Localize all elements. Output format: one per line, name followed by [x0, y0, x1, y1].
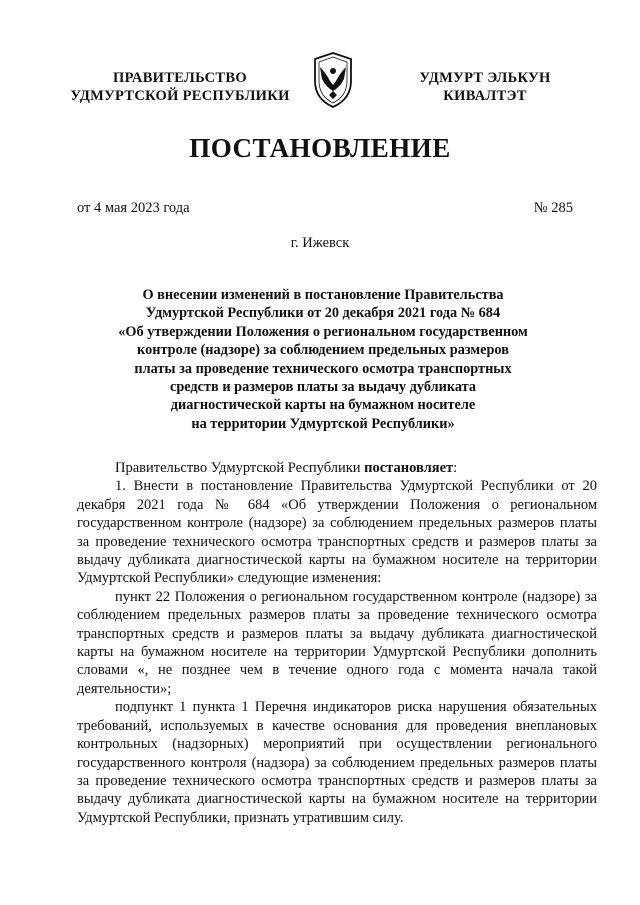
document-date: от 4 мая 2023 года [77, 200, 190, 216]
issuer-line-1: ПРАВИТЕЛЬСТВО [113, 70, 247, 86]
intro-paragraph [77, 459, 597, 477]
subject-line: платы за проведение технического осмотра транспортных [134, 360, 512, 377]
subject-line: «Об утверждении Положения о региональном государственном [118, 323, 528, 340]
subject-line: Удмуртской Республики от 20 декабря 2021 года № 684 [145, 305, 501, 322]
document-body [77, 459, 597, 827]
issuer-name-russian [60, 69, 300, 105]
document-city: г. Ижевск [290, 235, 350, 251]
paragraph-1: 1. Внести в постановление Правительства Удмуртской Республики от 20 декабря 2021 года № 684 «Об утверждении Положения о региональном государственном контроле (надзоре) за соблюдением предельных размеров платы за проведение технического осмотра транспортных средств и размеров платы за выдачу дубликата диагностической карты на бумажном носителе на территории Удмуртской Республики» следующие изменения: [77, 478, 597, 587]
document-number: № 285 [533, 200, 573, 216]
subject-line: диагностической карты на бумажном носителе [170, 397, 476, 414]
paragraph-3: подпункт 1 пункта 1 Перечня индикаторов риска нарушения обязательных требований, используемых в качестве основания для проведения внеплановых контрольных (надзорных) мероприятий при осуществлении регионального государственного контроля (надзора) за соблюдением предельных размеров платы за проведение технического осмотра транспортных средств и размеров платы за выдачу дубликата диагностической карты на бумажном носителе на территории Удмуртской Республики, признать утратившим силу. [77, 699, 597, 826]
subject-line: средств и размеров платы за выдачу дубликата [169, 379, 477, 396]
issuer-name-udmurt [405, 69, 565, 105]
document-subject [100, 286, 546, 433]
subject-line: контроле (надзоре) за соблюдением предельных размеров [137, 342, 509, 359]
document-title: ПОСТАНОВЛЕНИЕ [189, 133, 451, 163]
issuer-udmurt-line-2: КИВАЛТЭТ [443, 88, 527, 104]
paragraph-2: пункт 22 Положения о региональном государственном контроле (надзоре) за соблюдением предельных размеров платы за проведение технического осмотра транспортных средств и размеров платы за выдачу дубликата диагностической карты на бумажном носителе на территории Удмуртской Республики дополнить словами «, не позднее чем в течение одного года с момента начала такой деятельности»; [77, 588, 597, 697]
intro-bold: постановляет [364, 460, 454, 476]
intro-end: : [453, 460, 458, 476]
intro-text: Правительство Удмуртской Республики [115, 460, 365, 476]
subject-line: на территории Удмуртской Республики» [191, 415, 455, 432]
coat-of-arms-emblem [312, 51, 354, 109]
subject-line: О внесении изменений в постановление Правительства [142, 287, 504, 303]
issuer-line-2: УДМУРТСКОЙ РЕСПУБЛИКИ [70, 88, 290, 104]
issuer-udmurt-line-1: УДМУРТ ЭЛЬКУН [419, 70, 551, 86]
